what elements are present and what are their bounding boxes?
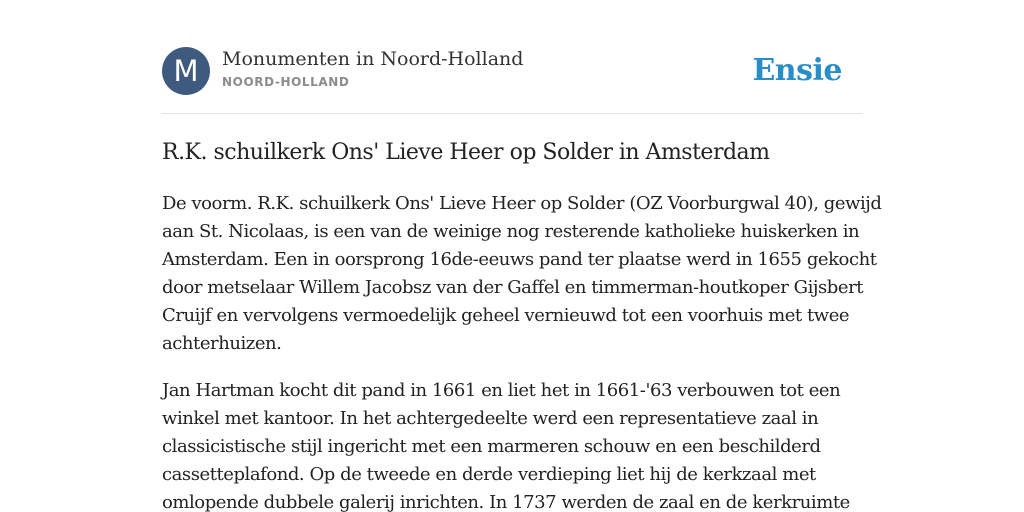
text-line: aan St. Nicolaas, is een van de weinige nog resterende katholieke huiskerken in <box>162 221 860 242</box>
site-subtitle: NOORD-HOLLAND <box>222 75 350 89</box>
paragraph <box>162 190 882 358</box>
text-line: cassetteplafond. Op de tweede en derde verdieping liet hij de kerkzaal met <box>162 464 816 485</box>
brand-logo[interactable]: Ensie <box>752 53 842 88</box>
article-body <box>162 190 882 512</box>
text-line: door metselaar Willem Jacobsz van der Gaffel en timmerman-houtkoper Gijsbert <box>162 277 864 298</box>
text-line: Jan Hartman kocht dit pand in 1661 en liet het in 1661-'63 verbouwen tot een <box>162 380 841 401</box>
article-title: R.K. schuilkerk Ons' Lieve Heer op Solder in Amsterdam <box>162 140 770 165</box>
text-line: classicistische stijl ingericht met een marmeren schouw en een beschilderd <box>162 436 821 457</box>
text-line: Cruijf en vervolgens vermoedelijk geheel vernieuwd tot een voorhuis met twee <box>162 305 850 326</box>
text-line: De voorm. R.K. schuilkerk Ons' Lieve Heer op Solder (OZ Voorburgwal 40), gewijd <box>162 193 882 214</box>
text-line: winkel met kantoor. In het achtergedeelte werd een representatieve zaal in <box>162 408 819 429</box>
paragraph <box>162 377 862 512</box>
site-header <box>162 47 862 95</box>
text-line: achterhuizen. <box>162 333 282 354</box>
header-divider <box>162 113 862 114</box>
avatar[interactable]: M <box>162 47 210 95</box>
site-title[interactable]: Monumenten in Noord-Holland <box>222 48 524 70</box>
text-line: omlopende dubbele galerij inrichten. In 1737 werden de zaal en de kerkruimte <box>162 492 850 512</box>
text-line: Amsterdam. Een in oorsprong 16de-eeuws pand ter plaatse werd in 1655 gekocht <box>162 249 877 270</box>
